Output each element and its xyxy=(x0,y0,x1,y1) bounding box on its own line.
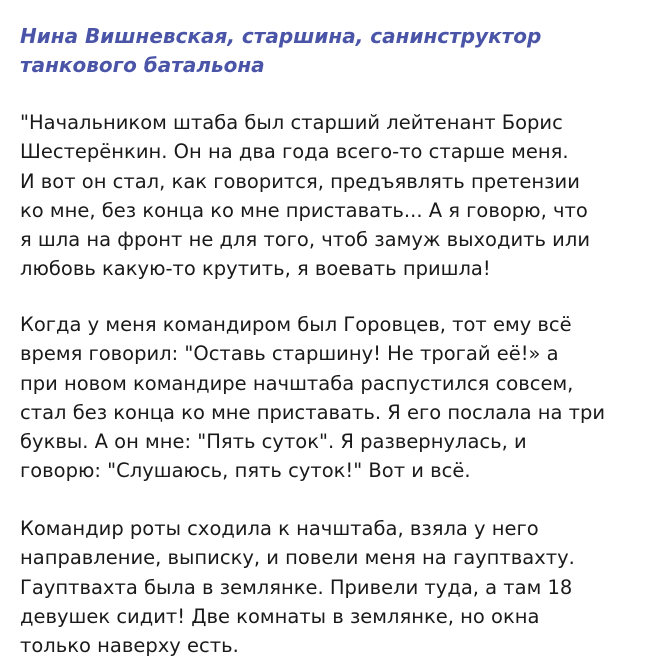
text-line: я шла на фронт не для того, чтоб замуж выходить или xyxy=(20,228,590,252)
paragraph-2 xyxy=(20,310,660,486)
text-line: ко мне, без конца ко мне приставать... А я говорю, что xyxy=(20,198,588,222)
text-line: буквы. А он мне: "Пять суток". Я развернулась, и xyxy=(20,430,527,454)
text-line: говорю: "Слушаюсь, пять суток!" Вот и всё. xyxy=(20,459,471,483)
text-line: время говорил: "Оставь старшину! Не трогай её!» а xyxy=(20,342,559,366)
title-line: Нина Вишневская, старшина, санинструктор xyxy=(20,24,542,48)
text-line: стал без конца ко мне приставать. Я его послала на три xyxy=(20,400,606,424)
paragraph-1 xyxy=(20,108,660,284)
text-line: только наверху есть. xyxy=(20,634,239,658)
text-line: Гауптвахта была в землянке. Привели туда, а там 18 xyxy=(20,575,573,599)
text-line: любовь какую-то крутить, я воевать пришла! xyxy=(20,257,491,281)
article-title xyxy=(20,22,640,80)
text-line: направление, выписку, и повели меня на гауптвахту. xyxy=(20,546,575,570)
text-line: Когда у меня командиром был Горовцев, тот ему всё xyxy=(20,313,572,336)
text-line: Шестерёнкин. Он на два года всего-то старше меня. xyxy=(20,140,569,164)
title-line: танкового батальона xyxy=(20,53,265,77)
paragraph-3 xyxy=(20,514,660,660)
text-line: при новом командире начштаба распустился совсем, xyxy=(20,371,574,395)
text-line: И вот он стал, как говорится, предъявлять претензии xyxy=(20,169,580,193)
text-line: Командир роты сходила к начштаба, взяла у него xyxy=(20,517,539,540)
text-line: "Начальником штаба был старший лейтенант Борис xyxy=(20,111,563,134)
text-line: девушек сидит! Две комнаты в землянке, но окна xyxy=(20,604,540,628)
